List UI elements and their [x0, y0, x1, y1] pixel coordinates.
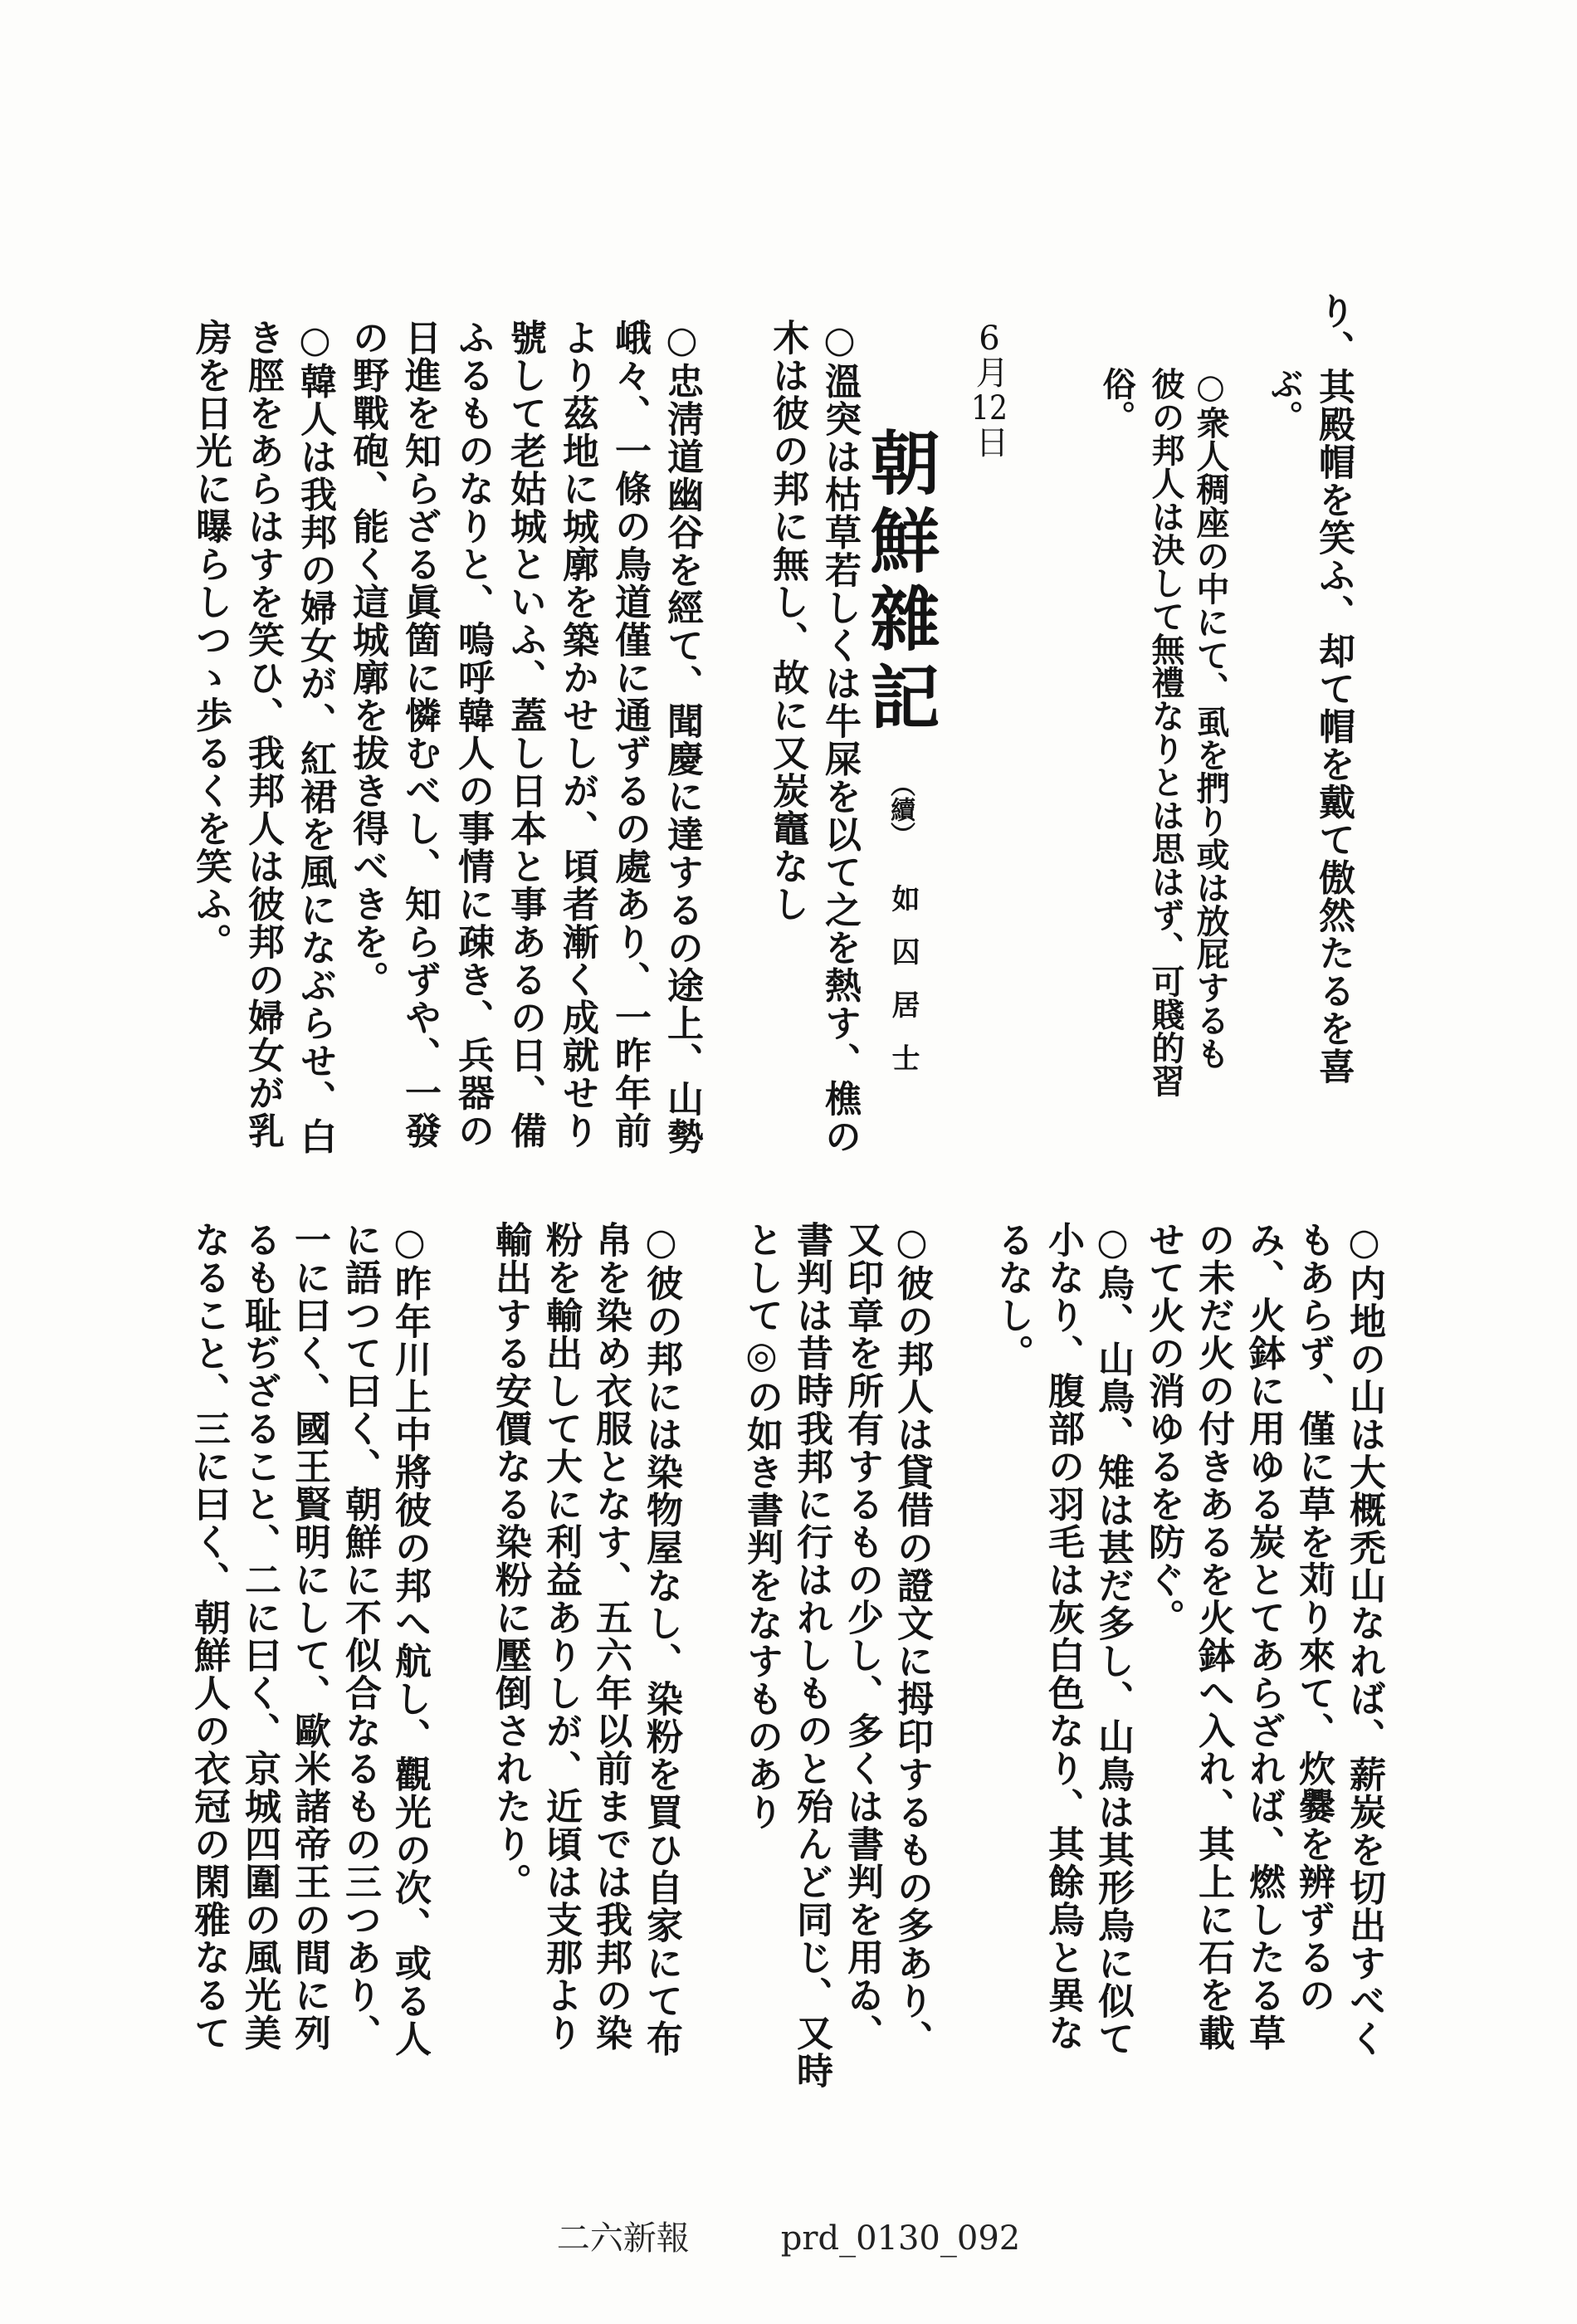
continuation-column: 彼の邦人は決して無禮なりとは思はず、可賤的習	[1146, 367, 1185, 1097]
article-column: より茲地に城廓を築かせしが、頃者漸く成就せり	[556, 319, 598, 1150]
article-column: 又印章を所有するもの少し、多くは書判を用ゐ、	[841, 1221, 883, 2052]
article-column: 房を日光に曝らしつゝ歩るくを笑ふ。	[189, 319, 232, 961]
article-column: の未だ火の付きあるを火鉢へ入れ、其上に石を載	[1192, 1221, 1234, 2052]
continuation-column: 俗。	[1097, 367, 1136, 433]
article-column: として◎の如き書判をなすものあり	[740, 1221, 783, 1831]
article-column: み、火鉢に用ゆる炭とてあらざれば、燃したる草	[1243, 1221, 1285, 2052]
article-column: るなし。	[991, 1221, 1033, 1372]
article-column: に語つて曰く、朝鮮に不似合なるもの三つあり、	[339, 1221, 381, 2052]
article-column: ○内地の山は大概禿山なれば、薪炭を切出すべく	[1343, 1221, 1385, 2058]
continuation-column: ぶ。	[1265, 367, 1304, 433]
footer-source: 二六新報	[556, 2219, 690, 2258]
article-column: ○溫突は枯草若しくは牛屎を以て之を熱す、樵の	[818, 319, 861, 1155]
article-column: ○彼の邦には染物屋なし、染粉を買ひ自家にて布	[640, 1221, 682, 2058]
article-column: ふるものなりと、嗚呼韓人の事情に疎き、兵器の	[452, 319, 494, 1150]
date-month-unit: 月	[970, 355, 1008, 392]
article-author: 如囚居士	[886, 884, 920, 1096]
continuation-column: り、其殿帽を笑ふ、却て帽を戴て傲然たるを喜	[1312, 292, 1355, 1086]
footer-page-id: prd_0130_092	[780, 2219, 1021, 2258]
article-column: 書判は昔時我邦に行はれしものと殆んど同じ、又時	[790, 1221, 832, 2090]
article-column: るも耻ぢざること、二に曰く、京城四圍の風光美	[238, 1221, 281, 2052]
article-column: もあらず、僅に草を苅り來て、炊爨を辨ずるの	[1292, 1221, 1335, 2014]
article-column: なること、三に曰く、朝鮮人の衣冠の閑雅なるて	[188, 1221, 230, 2052]
article-date	[970, 322, 1008, 461]
article-column: 號して老姑城といふ、蓋し日本と事あるの日、備	[504, 319, 546, 1150]
article-column: 日進を知らざる眞箇に憐むべし、知らずや、一發	[398, 319, 441, 1150]
article-column: ○彼の邦人は貸借の證文に拇印するもの多あり、	[891, 1221, 933, 2058]
article-column: ○韓人は我邦の婦女が、紅裙を風になぶらせ、白	[294, 319, 336, 1155]
serial-mark: （續）	[886, 772, 915, 847]
article-column: ○忠淸道幽谷を經て、聞慶に達するの途上、山勢	[661, 319, 703, 1155]
article-column: 小なり、腹部の羽毛は灰白色なり、其餘烏と異な	[1042, 1221, 1084, 2052]
article-column: 峨々、一條の鳥道僅に通ずるの處あり、一昨年前	[608, 319, 651, 1150]
article-column: せて火の消ゆるを防ぐ。	[1142, 1221, 1184, 1637]
continuation-column: ○衆人稠座の中にて、虱を捫り或は放屁するも	[1191, 367, 1230, 1070]
date-month: 6	[979, 322, 1000, 355]
article-title: 朝鮮雜記	[859, 427, 941, 739]
article-column: ○昨年川上中將彼の邦へ航し、觀光の次、或る人	[388, 1221, 431, 2058]
article-column: 帛を染め衣服となす、五六年以前までは我邦の染	[589, 1221, 632, 2052]
article-column: 粉を輸出して大に利益ありしが、近頃は支那より	[540, 1221, 582, 2052]
date-day: 12	[971, 392, 1008, 425]
article-column: 木は彼の邦に無し、故に又炭竈なし	[766, 319, 808, 923]
article-column: 輸出する安價なる染粉に壓倒されたり。	[489, 1221, 531, 1901]
article-column: き脛をあらはすを笑ひ、我邦人は彼邦の婦女が乳	[242, 319, 284, 1150]
date-day-unit: 日	[970, 425, 1008, 461]
page-footer	[0, 2218, 1577, 2259]
article-column: の野戰砲、能く這城廓を拔き得べきを。	[346, 319, 388, 998]
article-column: ○烏、山鳥、雉は甚だ多し、山鳥は其形烏に似て	[1091, 1221, 1134, 2058]
article-column: 一に曰く、國王賢明にして、歐米諸帝王の間に列	[288, 1221, 330, 2052]
